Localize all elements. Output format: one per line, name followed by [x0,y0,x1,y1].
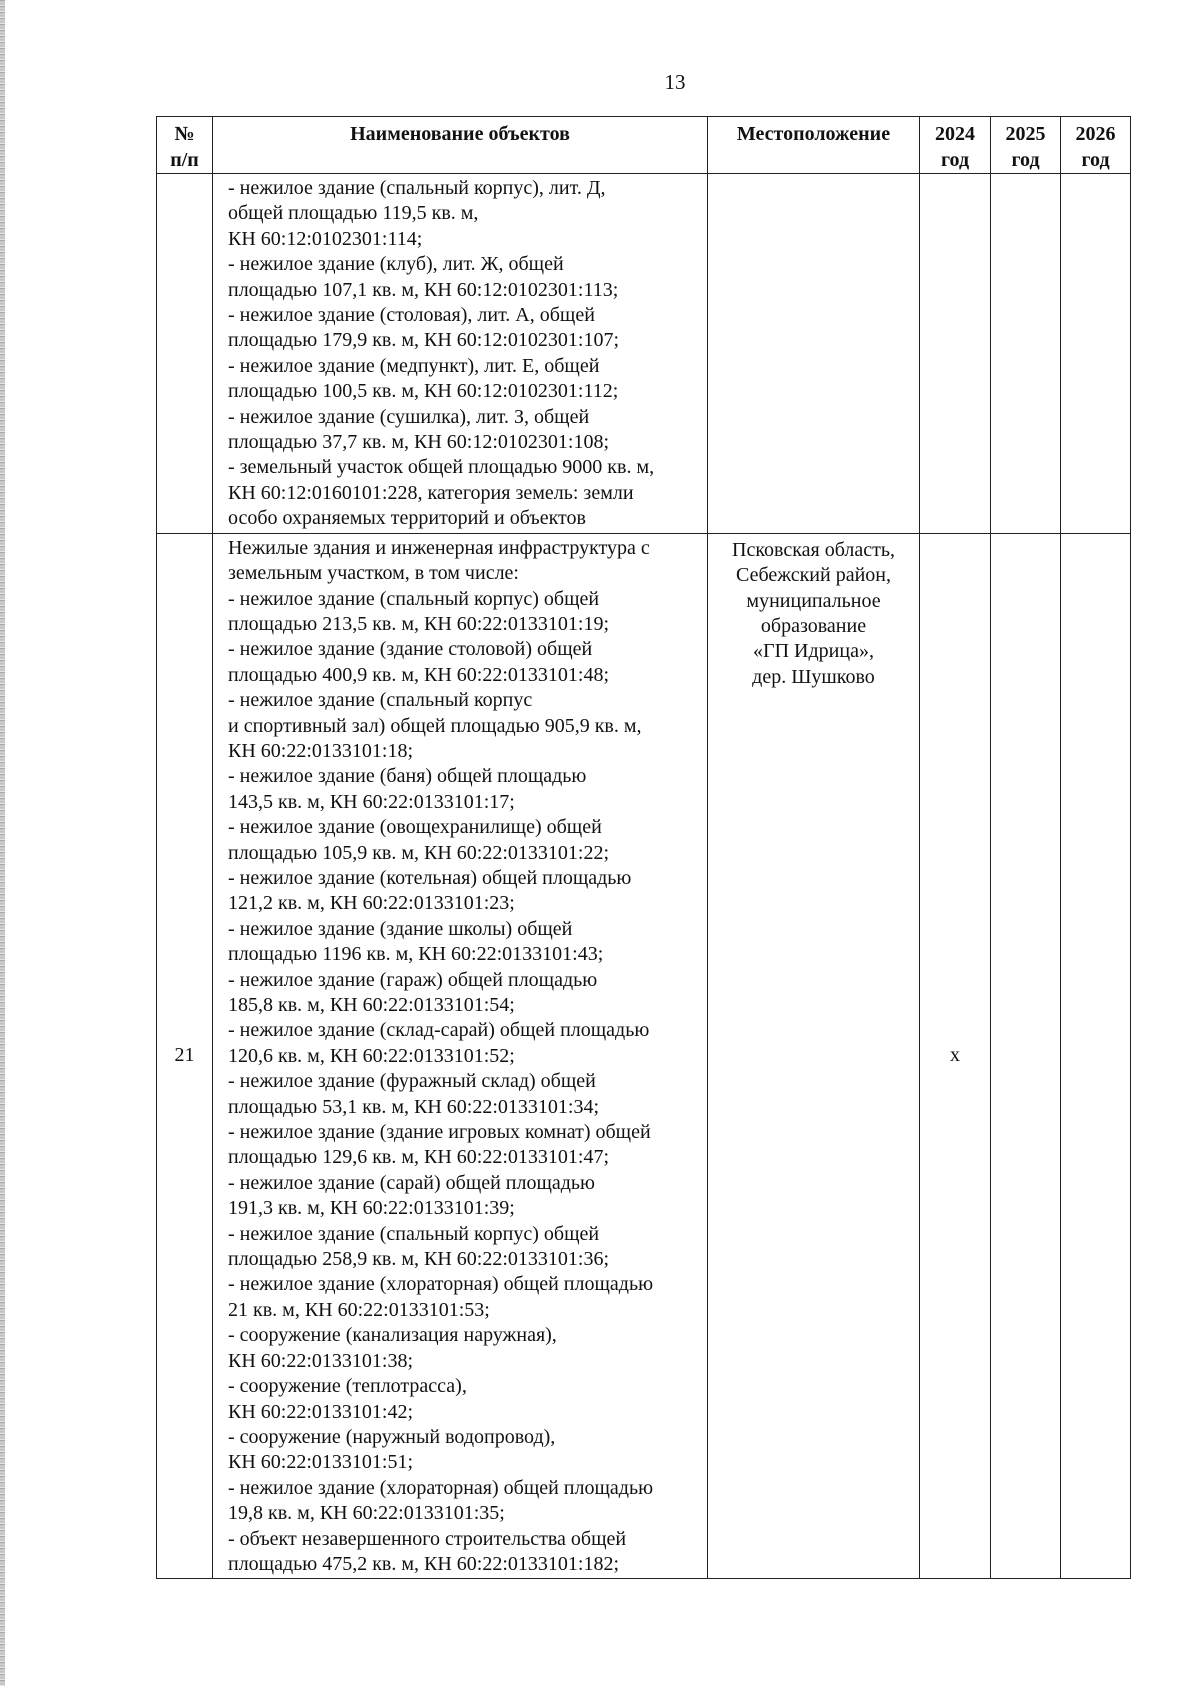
description-line: - нежилое здание (здание школы) общей [228,917,573,940]
header-name [213,117,708,174]
location-line: Псковская область, [732,538,895,561]
description-line: особо охраняемых территорий и объектов [228,507,586,530]
description-line: площадью 475,2 кв. м, КН 60:22:0133101:182; [228,1552,620,1575]
description-line: КН 60:12:0102301:114; [228,227,423,250]
description-line: - нежилое здание (здание игровых комнат) общей [228,1121,651,1144]
object-description [213,533,708,1579]
mark-2024: х [920,533,991,1579]
description-line: - нежилое здание (хлораторная) общей площадью [228,1273,654,1296]
object-location [708,533,920,1579]
header-2024 [920,117,991,174]
description-line: КН 60:22:0133101:18; [228,739,414,762]
location-line: дер. Шушково [752,665,875,688]
description-line: площадью 37,7 кв. м, КН 60:12:0102301:108; [228,431,610,454]
description-line: площадью 53,1 кв. м, КН 60:22:0133101:34; [228,1095,600,1118]
description-line: площадью 105,9 кв. м, КН 60:22:0133101:22; [228,841,610,864]
description-line: - объект незавершенного строительства общей [228,1527,627,1550]
description-line: - земельный участок общей площадью 9000 кв. м, [228,456,655,479]
description-line: - нежилое здание (фуражный склад) общей [228,1070,596,1093]
location-line: муниципальное [746,589,881,612]
description-line: - нежилое здание (здание столовой) общей [228,638,593,661]
description-line: 143,5 кв. м, КН 60:22:0133101:17; [228,790,515,813]
description-line: 120,6 кв. м, КН 60:22:0133101:52; [228,1044,515,1067]
description-line: площадью 107,1 кв. м, КН 60:12:0102301:113; [228,278,619,301]
description-line: 19,8 кв. м, КН 60:22:0133101:35; [228,1502,505,1525]
description-line: - нежилое здание (сарай) общей площадью [228,1171,595,1194]
description-line: и спортивный зал) общей площадью 905,9 кв. м, [228,714,642,737]
header-2024-year: 2024 [935,123,975,145]
description-line: площадью 258,9 кв. м, КН 60:22:0133101:36; [228,1248,610,1271]
header-2024-unit: год [940,149,970,171]
description-line: - сооружение (канализация наружная), [228,1324,557,1347]
description-line: - нежилое здание (склад-сарай) общей площадью [228,1019,650,1042]
description-line: - нежилое здание (хлораторная) общей площадью [228,1476,654,1499]
registry-table [156,116,1131,1579]
description-line: площадью 129,6 кв. м, КН 60:22:0133101:47; [228,1146,610,1169]
table-row [157,533,1131,1579]
description-line: КН 60:22:0133101:51; [228,1451,414,1474]
description-line: - нежилое здание (медпункт), лит. Е, общей [228,354,600,377]
description-line: - нежилое здание (спальный корпус), лит. Д, [228,177,606,199]
description-line: - нежилое здание (спальный корпус) общей [228,1222,600,1245]
description-line: 185,8 кв. м, КН 60:22:0133101:54; [228,994,515,1016]
object-location [708,174,920,534]
description-line: земельным участком, в том числе: [228,562,519,585]
description-line: площадью 400,9 кв. м, КН 60:22:0133101:48; [228,663,610,686]
header-location-label: Местоположение [736,123,891,145]
description-line: - нежилое здание (столовая), лит. А, общей [228,304,595,327]
description-line: - нежилое здание (спальный корпус) общей [228,587,600,610]
table-row [157,174,1131,534]
location-line: образование [760,614,867,637]
location-line: «ГП Идрица», [753,640,874,663]
header-num-line2: п/п [170,149,199,171]
description-line: 21 кв. м, КН 60:22:0133101:53; [228,1298,490,1321]
scan-edge [0,0,5,1686]
location-line: Себежский район, [736,564,891,587]
mark-2024 [920,174,991,534]
description-line: КН 60:12:0160101:228, категория земель: земли [228,481,634,504]
description-line: площадью 100,5 кв. м, КН 60:12:0102301:112; [228,380,619,403]
description-line: площадью 213,5 кв. м, КН 60:22:0133101:19; [228,612,610,635]
header-num [157,117,213,174]
description-line: общей площадью 119,5 кв. м, [228,202,479,225]
description-line: - сооружение (теплотрасса), [228,1375,467,1398]
header-2025-year: 2025 [1005,123,1046,145]
mark-2026 [1061,174,1131,534]
description-line: - нежилое здание (овощехранилище) общей [228,816,602,839]
header-location [708,117,920,174]
header-2025 [991,117,1061,174]
description-line: - сооружение (наружный водопровод), [228,1425,556,1448]
description-line: Нежилые здания и инженерная инфраструктура с [228,536,650,559]
object-description [213,174,708,534]
description-line: площадью 1196 кв. м, КН 60:22:0133101:43; [228,943,604,966]
header-row [157,117,1131,174]
row-number [157,174,213,534]
header-name-label: Наименование объектов [350,123,570,145]
mark-2026 [1061,533,1131,1579]
header-2026-unit: год [1081,149,1110,171]
row-number: 21 [157,533,213,1579]
mark-2025 [991,533,1061,1579]
description-line: 191,3 кв. м, КН 60:22:0133101:39; [228,1197,515,1220]
description-line: КН 60:22:0133101:42; [228,1400,414,1423]
description-line: - нежилое здание (сушилка), лит. З, общей [228,405,590,428]
description-line: - нежилое здание (гараж) общей площадью [228,968,598,991]
description-line: - нежилое здание (баня) общей площадью [228,765,587,788]
header-num-line1: № [174,123,195,145]
description-line: - нежилое здание (котельная) общей площадью [228,866,632,889]
description-line: 121,2 кв. м, КН 60:22:0133101:23; [228,892,515,915]
description-line: площадью 179,9 кв. м, КН 60:12:0102301:107; [228,329,620,352]
description-line: КН 60:22:0133101:38; [228,1349,414,1372]
header-2025-unit: год [1011,149,1040,171]
header-2026 [1061,117,1131,174]
page-number: 13 [664,70,686,94]
header-2026-year: 2026 [1075,123,1116,145]
table-body [157,174,1131,1579]
mark-2025 [991,174,1061,534]
description-line: - нежилое здание (клуб), лит. Ж, общей [228,253,564,276]
description-line: - нежилое здание (спальный корпус [228,689,533,712]
